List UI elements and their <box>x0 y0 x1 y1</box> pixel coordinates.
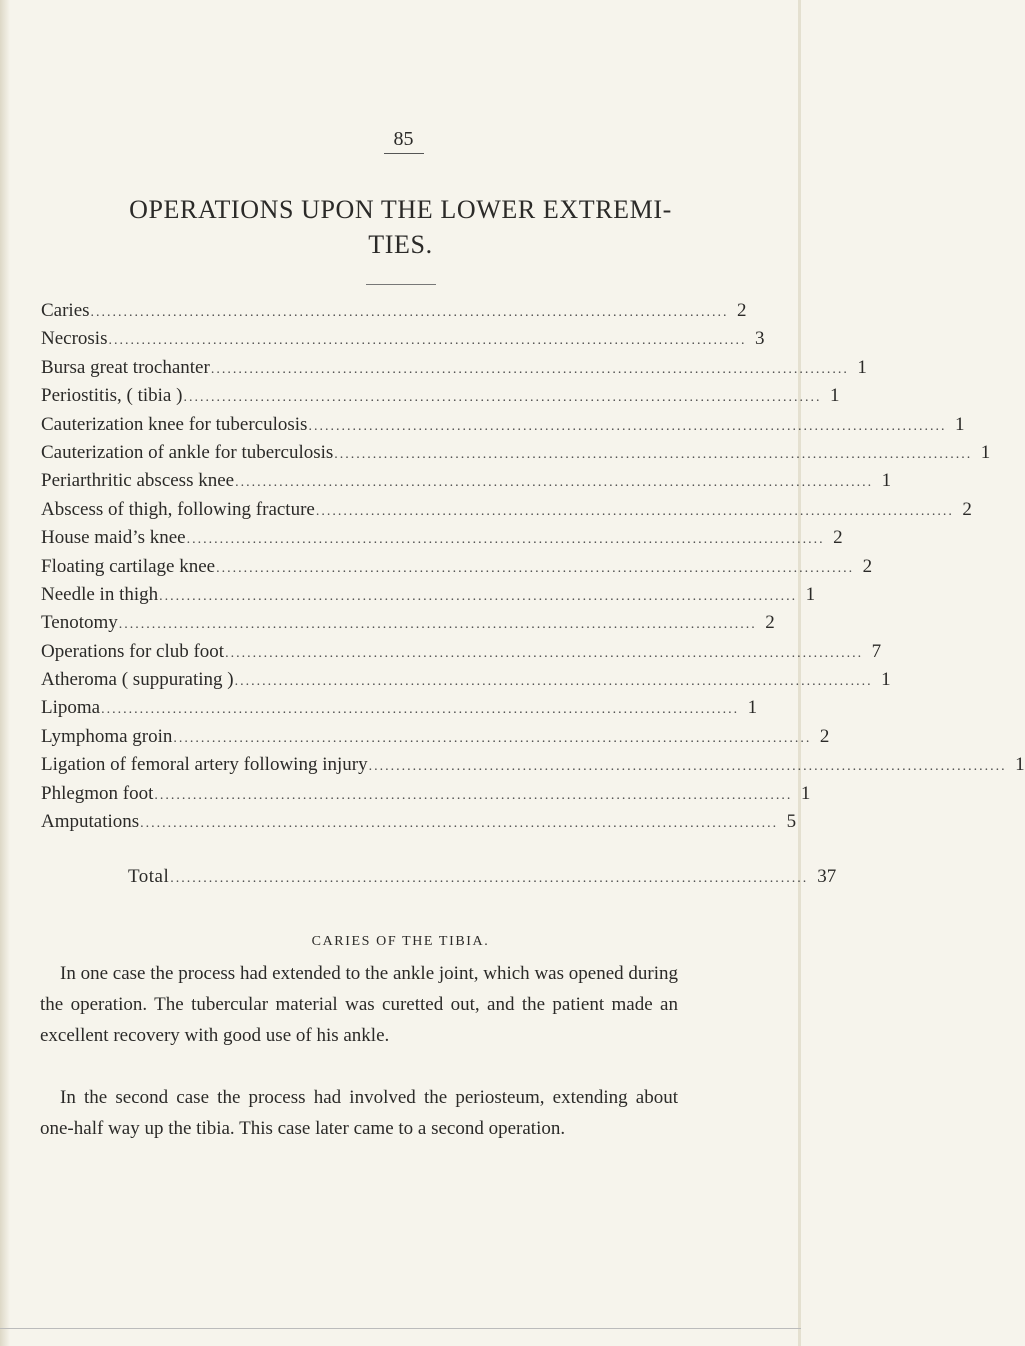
operation-label: Periarthritic abscess knee <box>41 470 235 492</box>
operation-label: Ligation of femoral artery following injury <box>41 754 368 776</box>
list-item <box>41 612 775 640</box>
list-item <box>41 782 811 811</box>
operation-label: Atheroma ( suppurating ) <box>41 669 234 691</box>
dot-leader: .................................................................................................................... <box>118 617 757 633</box>
operation-label: Lipoma <box>41 697 101 719</box>
operation-label: Abscess of thigh, following fracture <box>41 498 315 520</box>
operation-count: 7 <box>871 640 882 662</box>
total-label: Total <box>128 866 170 887</box>
paragraph-second-case: In the second case the process had involved the periosteum, extending about one-half way up the tibia. This case later came to a second operation. <box>40 1087 678 1139</box>
operation-count: 1 <box>829 385 840 407</box>
list-item <box>41 300 747 328</box>
list-item <box>41 328 765 356</box>
operation-count: 1 <box>800 782 811 804</box>
operation-count: 1 <box>857 356 867 378</box>
paragraph-first-case: In one case the process had extended to the ankle joint, which was opened during the operation. The tubercular material was curetted out, and the patient made an excellent recovery with good use of his ankle. <box>40 963 678 1046</box>
operation-label: Phlegmon foot <box>41 782 154 804</box>
dot-leader: .................................................................................................................... <box>170 871 809 886</box>
title-divider <box>366 284 436 285</box>
operations-list <box>41 300 1025 839</box>
page-edge-shadow <box>0 0 10 1346</box>
dot-leader: .................................................................................................................... <box>315 503 954 519</box>
dot-leader: .................................................................................................................... <box>334 446 973 462</box>
section-heading: CARIES OF THE TIBIA. <box>311 934 490 949</box>
list-item <box>41 583 816 612</box>
dot-leader: .................................................................................................................... <box>234 674 873 690</box>
list-item <box>41 725 830 754</box>
operation-label: Caries <box>41 300 90 321</box>
list-item <box>41 470 892 498</box>
operation-label: Necrosis <box>41 328 108 350</box>
dot-leader: .................................................................................................................... <box>90 305 729 320</box>
list-item <box>41 640 882 669</box>
list-item <box>41 356 867 385</box>
list-item <box>41 811 797 839</box>
operation-count: 1 <box>881 470 892 492</box>
operation-count: 1 <box>980 441 991 463</box>
total-count: 37 <box>817 866 837 887</box>
page-title <box>30 192 771 262</box>
operation-count: 3 <box>754 328 765 350</box>
list-item <box>41 697 758 725</box>
dot-leader: .................................................................................................................... <box>368 759 1007 775</box>
total-row <box>128 866 837 894</box>
operation-count: 1 <box>805 583 816 605</box>
operation-count: 2 <box>862 555 873 577</box>
dot-leader: .................................................................................................................... <box>173 730 812 746</box>
dot-leader: .................................................................................................................... <box>210 361 849 377</box>
dot-leader: .................................................................................................................... <box>159 588 798 604</box>
list-item <box>41 527 843 555</box>
dot-leader: .................................................................................................................... <box>216 560 855 576</box>
list-item <box>41 385 840 413</box>
operation-label: Needle in thigh <box>41 583 159 605</box>
list-item <box>41 669 891 697</box>
operation-label: Operations for club foot <box>41 640 225 662</box>
operation-count: 1 <box>1015 754 1025 776</box>
operation-label: Periostitis, ( tibia ) <box>41 385 183 407</box>
page-bottom-edge <box>0 1328 801 1329</box>
operation-label: Cauterization of ankle for tuberculosis <box>41 441 334 463</box>
dot-leader: .................................................................................................................... <box>308 418 947 434</box>
operation-count: 5 <box>786 811 797 833</box>
operation-label: Tenotomy <box>41 612 118 634</box>
operation-label: Cauterization knee for tuberculosis <box>41 413 308 435</box>
dot-leader: .................................................................................................................... <box>101 702 740 718</box>
dot-leader: .................................................................................................................... <box>235 475 874 491</box>
operation-count: 1 <box>747 697 758 719</box>
operation-count: 2 <box>962 498 972 520</box>
dot-leader: .................................................................................................................... <box>186 532 825 548</box>
list-item <box>41 498 972 527</box>
page-number: 85 <box>0 128 801 154</box>
operation-count: 2 <box>765 612 775 634</box>
list-item <box>41 555 873 584</box>
operation-label: Amputations <box>41 811 140 833</box>
operation-count: 1 <box>881 669 891 691</box>
operation-label: Lymphoma groin <box>41 725 173 747</box>
operation-count: 2 <box>833 527 843 549</box>
operation-label: House maid’s knee <box>41 527 186 549</box>
dot-leader: .................................................................................................................... <box>108 333 747 349</box>
operation-count: 2 <box>819 725 830 747</box>
list-item <box>41 441 991 470</box>
title-line-1: OPERATIONS UPON THE LOWER EXTREMI- <box>129 195 672 224</box>
operation-count: 2 <box>737 300 747 321</box>
dot-leader: .................................................................................................................... <box>183 390 822 406</box>
operation-label: Floating cartilage knee <box>41 555 216 577</box>
title-line-2: TIES. <box>368 230 433 259</box>
dot-leader: .................................................................................................................... <box>154 787 793 803</box>
list-item <box>41 754 1025 782</box>
list-item <box>41 413 965 442</box>
operation-count: 1 <box>954 413 965 435</box>
dot-leader: .................................................................................................................... <box>140 816 779 832</box>
page-right-edge <box>798 0 801 1346</box>
operation-label: Bursa great trochanter <box>41 356 210 378</box>
dot-leader: .................................................................................................................... <box>225 645 864 661</box>
